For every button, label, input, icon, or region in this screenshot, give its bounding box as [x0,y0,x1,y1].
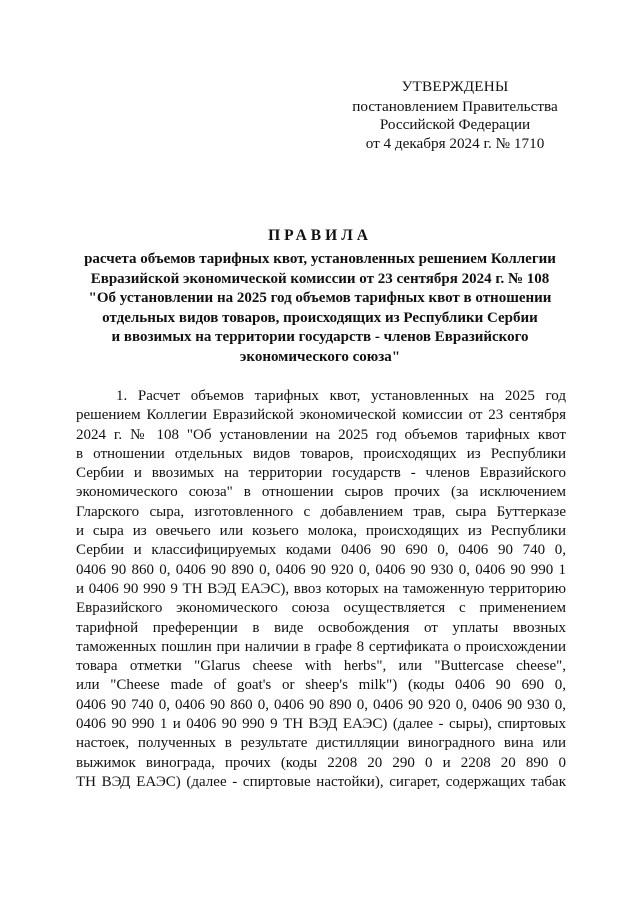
paragraph-line: решением Коллегии Евразийской экономической комиссии от 23 сентября [76,407,566,424]
paragraph-line: ТН ВЭД ЕАЭС) (далее - спиртовые настойки), сигарет, содержащих табак [76,773,566,790]
subtitle-line: "Об установлении на 2025 год объемов тарифных квот в отношении [88,290,552,306]
approval-stamp [340,78,570,153]
paragraph-line: 1. Расчет объемов тарифных квот, установленных на 2025 год [116,388,566,404]
approval-line: Российской Федерации [379,116,531,133]
paragraph-line: и 0406 90 990 9 ТН ВЭД ЕАЭС), ввоз которых на таможенную территорию [76,580,566,597]
paragraph-line: 0406 90 740 0, 0406 90 860 0, 0406 90 890 0, 0406 90 920 0, 0406 90 930 0, [76,696,566,713]
paragraph-line: Гларского сыра, изготовленного с добавлением трав, сыра Буттерказе [76,503,566,520]
subtitle-line: отдельных видов товаров, происходящих из Республики Сербии [102,309,538,326]
paragraph-line: 2024 г. № 108 "Об установлении на 2025 год объемов тарифных квот [76,426,566,443]
paragraph-line: Евразийского экономического союза осуществляется с применением [76,600,566,617]
approval-title: УТВЕРЖДЕНЫ [401,78,509,95]
paragraph-line: товара отметки "Glarus cheese with herbs", или "Buttercase cheese", [76,658,566,675]
paragraph-line: 0406 90 990 1 и 0406 90 990 9 ТН ВЭД ЕАЭС) (далее - сыры), спиртовых [76,716,566,733]
paragraph-line: или "Cheese made of goat's or sheep's milk") (коды 0406 90 690 0, [76,677,566,694]
document-subtitle [60,250,580,367]
paragraph-line: 0406 90 860 0, 0406 90 890 0, 0406 90 920 0, 0406 90 930 0, 0406 90 990 1 [76,561,566,578]
paragraph-line: выжимок винограда, прочих (коды 2208 20 290 0 и 2208 20 890 0 [76,754,566,771]
subtitle-line: расчета объемов тарифных квот, установленных решением Коллегии [84,251,556,267]
subtitle-line: и ввозимых на территории государств - членов Евразийского [111,329,529,345]
paragraph-line: Сербии и классифицируемых кодами 0406 90 690 0, 0406 90 740 0, [76,542,566,559]
subtitle-line: экономического союза" [239,348,401,365]
approval-line: постановлением Правительства [352,97,558,115]
paragraph-line: и сыра из овечьего или козьего молока, происходящих из Республики [76,523,566,540]
document-title: ПРАВИЛА [268,227,372,244]
paragraph-line: экономического союза" в отношении сыров прочих (за исключением [76,484,566,501]
paragraph-1 [76,387,566,792]
paragraph-line: тарифной преференции в виде освобождения от уплаты ввозных [76,619,566,636]
paragraph-line: таможенных пошлин при наличии в графе 8 сертификата о происхождении [76,638,566,655]
subtitle-line: Евразийской экономической комиссии от 23 сентября 2024 г. № 108 [90,270,550,287]
paragraph-line: Сербии и ввозимых на территории государств - членов Евразийского [76,465,566,482]
paragraph-line: в отношении отдельных видов товаров, происходящих из Республики [76,445,566,462]
approval-line: от 4 декабря 2024 г. № 1710 [365,134,545,152]
paragraph-line: настоек, полученных в результате дистилляции виноградного вина или [76,735,566,752]
